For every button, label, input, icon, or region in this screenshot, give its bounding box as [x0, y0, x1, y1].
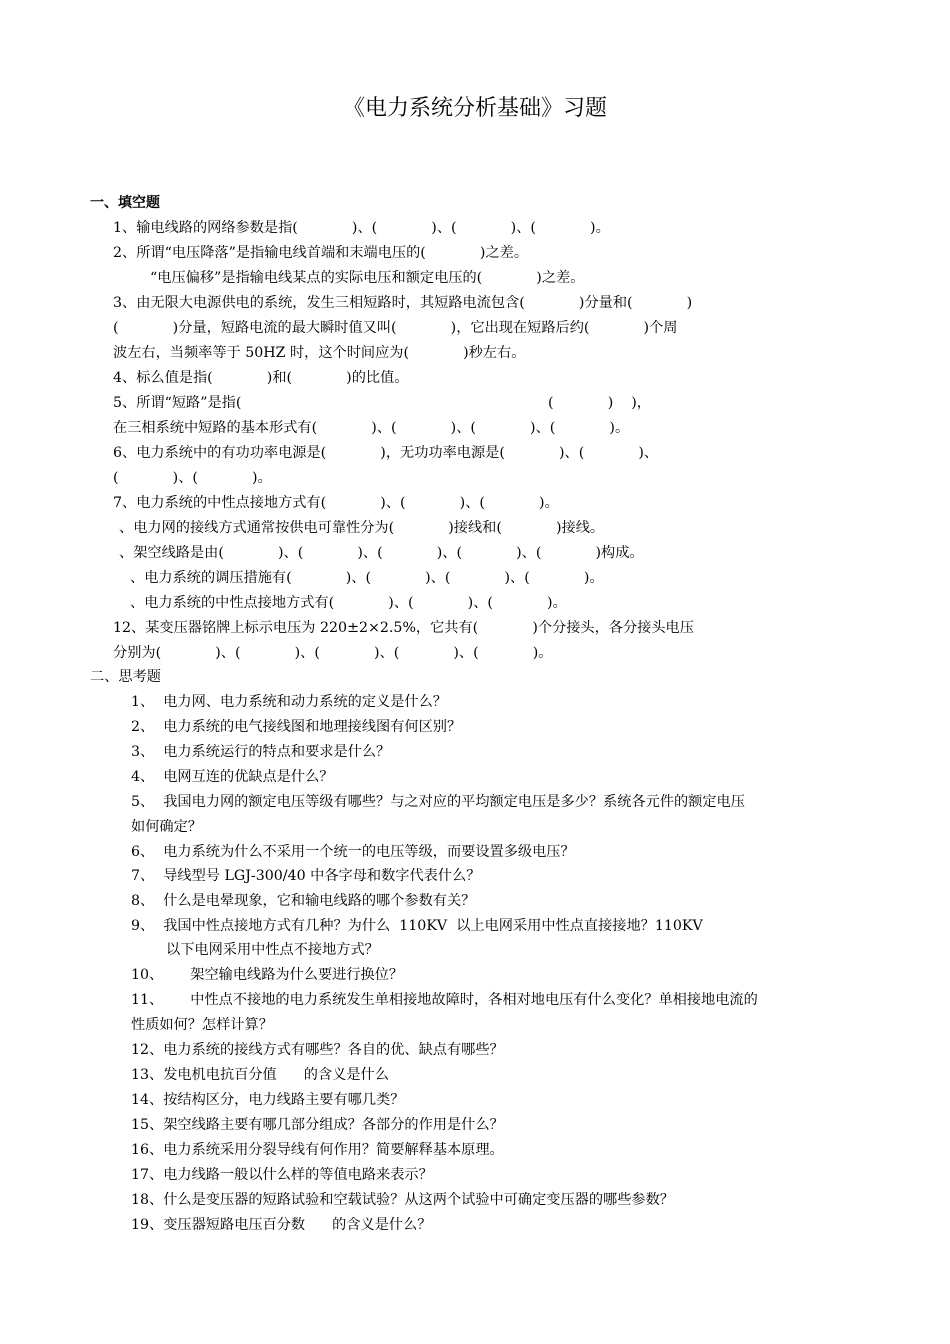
question-line: 7、 导线型号 LGJ-300/40 中各字母和数字代表什么？	[131, 868, 481, 884]
question-line: 16、电力系统采用分裂导线有何作用？简要解释基本原理。	[131, 1142, 504, 1158]
question-line: ( )、( )。	[113, 470, 272, 486]
question-line: ( )分量，短路电流的最大瞬时值又叫( )，它出现在短路后约( )个周	[113, 320, 678, 336]
question-line: 、电力网的接线方式通常按供电可靠性分为( )接线和( )接线。	[119, 520, 605, 536]
question-line: 12、某变压器铭牌上标示电压为 220±2×2.5%，它共有( )个分接头，各分接头电压	[113, 620, 694, 636]
question-line: 如何确定？	[131, 819, 202, 835]
question-line: 2、所谓“电压降落”是指输电线首端和末端电压的( )之差。	[113, 245, 529, 261]
question-line: 、架空线路是由( )、( )、( )、( )、( )构成。	[119, 545, 644, 561]
question-line: 、电力系统的中性点接地方式有( )、( )、( )。	[130, 595, 567, 611]
question-line: 性质如何？怎样计算？	[131, 1017, 273, 1033]
question-line: 11、 中性点不接地的电力系统发生单相接地故障时，各相对地电压有什么变化？单相接地电流的	[131, 992, 758, 1008]
question-line: 17、电力线路一般以什么样的等值电路来表示？	[131, 1167, 433, 1183]
question-line: 15、架空线路主要有哪几部分组成？各部分的作用是什么？	[131, 1117, 504, 1133]
question-line: 5、所谓“短路”是指( ( ) )，	[113, 395, 651, 411]
question-line: 以下电网采用中性点不接地方式？	[166, 942, 379, 958]
question-line: 3、由无限大电源供电的系统，发生三相短路时，其短路电流包含( )分量和( )	[113, 295, 693, 311]
question-line: 在三相系统中短路的基本形式有( )、( )、( )、( )。	[113, 420, 630, 436]
question-line: 分别为( )、( )、( )、( )、( )。	[113, 645, 553, 661]
section-heading-thinking: 二、思考题	[90, 669, 161, 685]
question-line: 12、电力系统的接线方式有哪些？各自的优、缺点有哪些？	[131, 1042, 504, 1058]
question-line: 5、 我国电力网的额定电压等级有哪些？与之对应的平均额定电压是多少？系统各元件的额定电压	[131, 794, 745, 810]
question-line: 6、电力系统中的有功功率电源是( )，无功功率电源是( )、( )、	[113, 445, 659, 461]
question-line: 8、 什么是电晕现象，它和输电线路的哪个参数有关？	[131, 893, 476, 909]
question-line: 6、 电力系统为什么不采用一个统一的电压等级，而要设置多级电压？	[131, 844, 575, 860]
question-line: 14、按结构区分，电力线路主要有哪几类？	[131, 1092, 405, 1108]
question-line: 13、发电机电抗百分值 的含义是什么	[131, 1067, 389, 1083]
question-line: 19、变压器短路电压百分数 的含义是什么？	[131, 1217, 432, 1233]
page-title: 《电力系统分析基础》习题	[342, 96, 607, 121]
question-line: 10、 架空输电线路为什么要进行换位？	[131, 967, 404, 983]
question-line: 9、 我国中性点接地方式有几种？为什么 110KV 以上电网采用中性点直接接地？110KV	[131, 918, 703, 934]
question-line: “电压偏移”是指输电线某点的实际电压和额定电压的( )之差。	[150, 270, 585, 286]
question-line: 4、标么值是指( )和( )的比值。	[113, 370, 409, 386]
question-line: 1、 电力网、电力系统和动力系统的定义是什么？	[131, 694, 447, 710]
question-line: 7、电力系统的中性点接地方式有( )、( )、( )。	[113, 495, 559, 511]
question-line: 1、输电线路的网络参数是指( )、( )、( )、( )。	[113, 220, 610, 236]
question-line: 2、 电力系统的电气接线图和地理接线图有何区别？	[131, 719, 462, 735]
question-line: 18、什么是变压器的短路试验和空载试验？从这两个试验中可确定变压器的哪些参数？	[131, 1192, 674, 1208]
question-line: 波左右，当频率等于 50HZ 时，这个时间应为( )秒左右。	[113, 345, 526, 361]
question-line: 4、 电网互连的优缺点是什么？	[131, 769, 334, 785]
question-line: 、电力系统的调压措施有( )、( )、( )、( )。	[130, 570, 604, 586]
question-line: 3、 电力系统运行的特点和要求是什么？	[131, 744, 391, 760]
section-heading-fill-blank: 一、填空题	[90, 195, 160, 211]
